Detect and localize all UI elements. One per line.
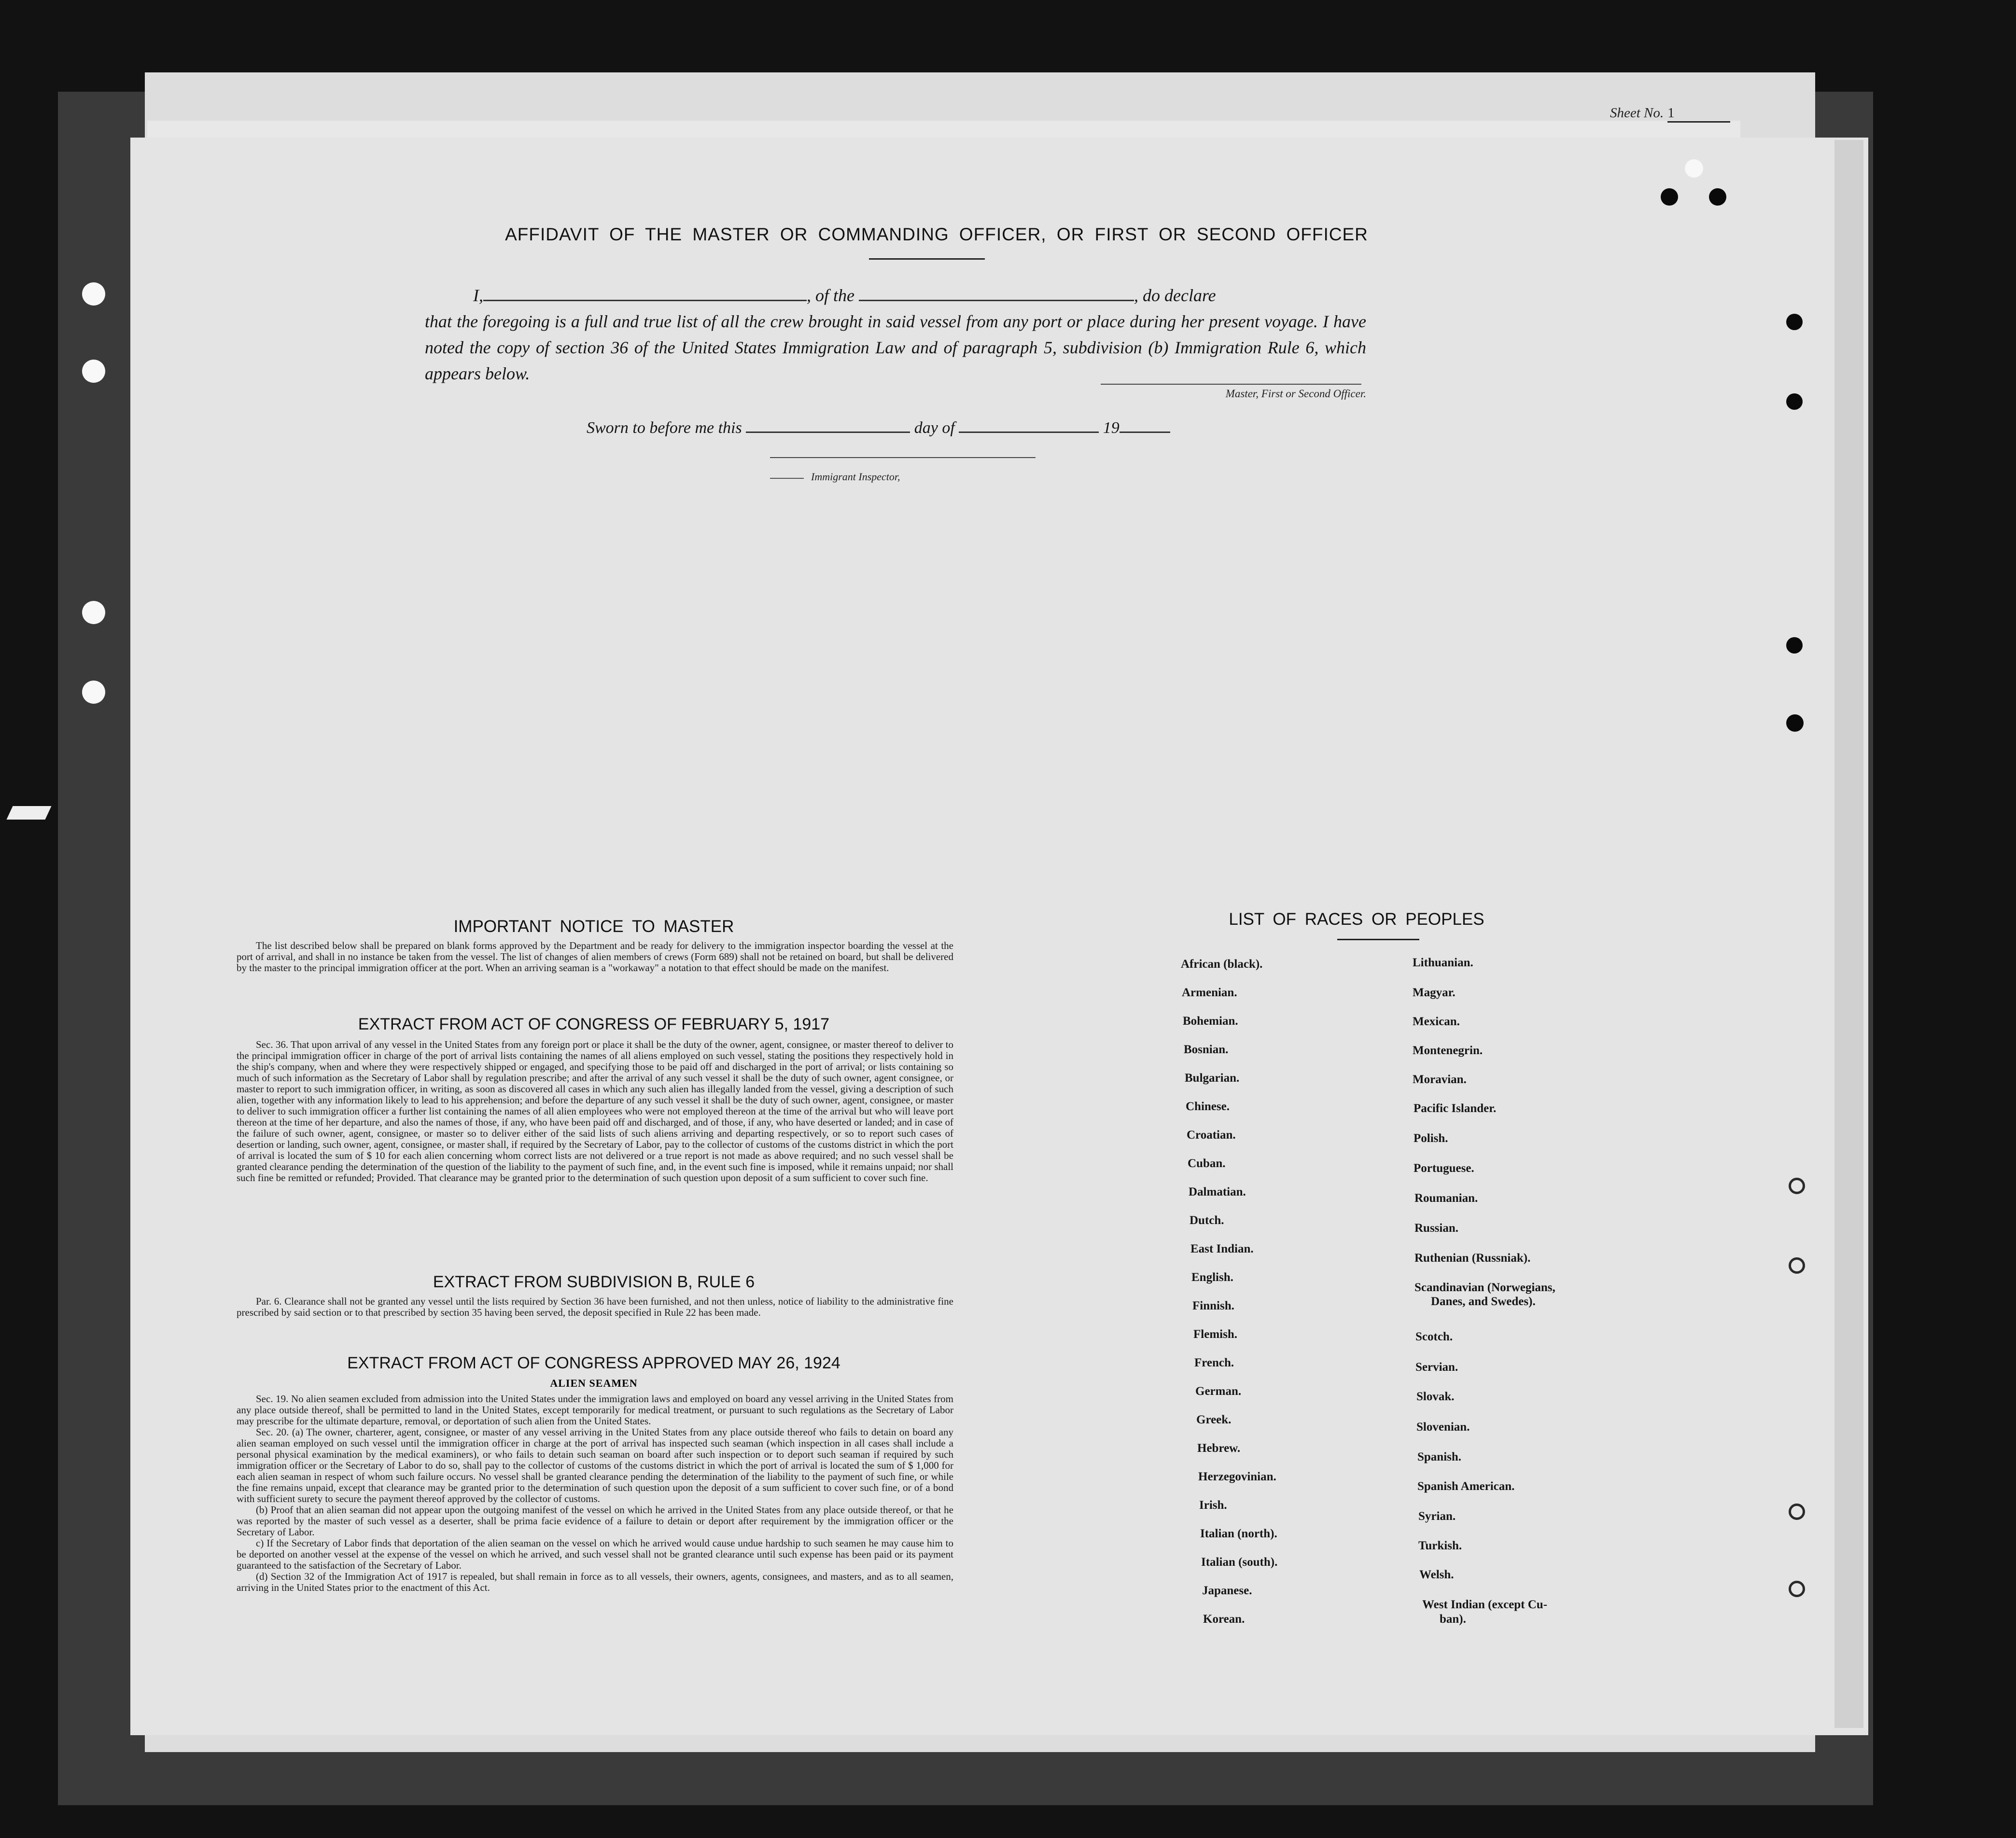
master-signature-line[interactable] [1101, 384, 1361, 385]
punch-hole [1786, 637, 1803, 654]
extract-1917-title: EXTRACT FROM ACT OF CONGRESS OF FEBRUARY 5, 1917 [358, 1015, 830, 1033]
punch-hole [82, 282, 105, 306]
race-item: Slovak. [1416, 1390, 1455, 1403]
inspector-dash [770, 478, 804, 479]
race-item: Moravian. [1413, 1073, 1467, 1086]
affidavit-body [425, 282, 1366, 387]
race-item: Chinese. [1186, 1100, 1230, 1113]
master-signature-label: Master, First or Second Officer. [1225, 388, 1366, 400]
race-item: Lithuanian. [1413, 956, 1473, 969]
race-item: Roumanian. [1414, 1192, 1478, 1205]
race-item: Portuguese. [1414, 1162, 1474, 1175]
punch-hole [1789, 1178, 1805, 1194]
race-item: Magyar. [1413, 986, 1456, 999]
punch-hole [1789, 1581, 1805, 1597]
race-item: Bosnian. [1184, 1043, 1229, 1056]
punch-hole [1709, 188, 1726, 206]
race-item: Scotch. [1415, 1330, 1453, 1343]
race-item: Ruthenian (Russniak). [1414, 1252, 1531, 1265]
race-item: Italian (north). [1200, 1527, 1277, 1540]
race-item: Montenegrin. [1413, 1044, 1483, 1057]
vessel-name-blank[interactable] [859, 288, 1134, 301]
races-column-1 [1181, 957, 1384, 1643]
race-item: ban). [1440, 1613, 1466, 1626]
punch-hole [1789, 1257, 1805, 1274]
race-item: Greek. [1196, 1413, 1232, 1426]
race-item: West Indian (except Cu- [1422, 1598, 1548, 1611]
races-title: LIST OF RACES OR PEOPLES [1229, 910, 1484, 929]
race-item: Cuban. [1188, 1157, 1226, 1170]
extract-rule6-text: Par. 6. Clearance shall not be granted any vessel until the lists required by Section 36 have been furnished, and not then unless, notice of liability to the administrative fine prescribed by said section or to that prescribed by section 35 having been served, the deposit specified in Rule 22 has been made. [237, 1295, 953, 1318]
sworn-year-blank[interactable] [1120, 420, 1170, 433]
punch-hole [1661, 188, 1678, 206]
race-item: Dalmatian. [1189, 1185, 1246, 1198]
race-item: Mexican. [1413, 1015, 1460, 1028]
race-item: Korean. [1203, 1613, 1245, 1626]
page-edge-shadow [1834, 140, 1863, 1728]
sec-20d-text: (d) Section 32 of the Immigration Act of 1917 is repealed, but shall remain in force as to all vessels, their owners, agents, consignees, and masters, and as to all seamen, arriving in the United States prior to the enactment of this Act. [237, 1571, 953, 1593]
affidavit-do-declare: , do declare [1134, 286, 1216, 305]
punch-hole [1786, 314, 1803, 330]
race-item: Spanish American. [1417, 1480, 1515, 1493]
sworn-line [587, 419, 1170, 437]
races-title-rule [1337, 939, 1419, 940]
race-item: Spanish. [1417, 1450, 1462, 1463]
inspector-label: Immigrant Inspector, [811, 471, 900, 483]
race-item: Armenian. [1182, 986, 1237, 999]
race-item: Welsh. [1419, 1568, 1454, 1581]
sworn-month-blank[interactable] [959, 420, 1099, 433]
race-item: Irish. [1199, 1499, 1227, 1512]
extract-1924-text [237, 1393, 953, 1593]
punch-hole [82, 681, 105, 704]
race-item: Russian. [1414, 1222, 1459, 1235]
punch-hole [1786, 393, 1803, 410]
affidavit-first-line [425, 282, 1366, 308]
edge-tab-mark [6, 806, 51, 820]
race-item: Italian (south). [1201, 1556, 1278, 1569]
extract-1924-title: EXTRACT FROM ACT OF CONGRESS APPROVED MAY 26, 1924 [347, 1354, 840, 1372]
sec-20a-text: Sec. 20. (a) The owner, charterer, agent, consignee, or master of any vessel arriving in the United States from any place outside thereof who fails to detain on board any alien seaman employed on such vessel until the immigration officer in charge at the port of arrival has inspected such seaman (which inspection in all cases shall include a personal physical examination by the medical examiners), or who fails to detain such seaman on board after such inspection or to deport such seaman if required by such immigration officer or the Secretary of Labor to do so, shall pay to the collector of customs of the customs district in which the port of arrival is located the sum of $ 1,000 for each alien seaman in respect of whom such failure occurs. No vessel shall be granted clearance pending the determination of the liability to the payment of such fine, or while the fine remains unpaid, except that clearance may be granted prior to the determination of such question upon the deposit of a sum sufficient to cover such fine, or of a bond with sufficient surety to secure the payment thereof approved by the collector of customs. [237, 1426, 953, 1504]
race-item: East Indian. [1190, 1242, 1254, 1255]
punch-hole [82, 360, 105, 383]
sec-20c-text: c) If the Secretary of Labor finds that deportation of the alien seaman on the vessel on which he arrived would cause undue hardship to such seamen he may cause him to be deported on another vessel at the expense of the vessel on which he arrived, and such vessel shall not be granted clearance until such expense has been paid or its payment guaranteed to the satisfaction of the Secretary of Labor. [237, 1537, 953, 1571]
notice-text: The list described below shall be prepared on blank forms approved by the Department and be ready for delivery to the immigration inspector boarding the vessel at the port of arrival, and shall in no instance be taken from the vessel. The list of changes of alien members of crews (Form 689) shall not be retained on board, but shall be delivered by the master to the principal immigration officer at the port. When an arriving seaman is a "workaway" a notation to that effect should be made on the manifest. [237, 940, 953, 974]
race-item: Danes, and Swedes). [1431, 1295, 1536, 1308]
race-item: Bulgarian. [1185, 1072, 1240, 1085]
sec-19-text: Sec. 19. No alien seamen excluded from admission into the United States under the immigration laws and employed on board any vessel arriving in the United States from any place outside thereof, shall be permitted to land in the United States, except temporarily for medical treatment, or pursuant to such regulations as the Secretary of Labor may prescribe for the ultimate departure, removal, or deportation of such alien from the United States. [237, 1393, 953, 1427]
extract-rule6-title: EXTRACT FROM SUBDIVISION B, RULE 6 [433, 1273, 755, 1291]
race-item: Hebrew. [1197, 1442, 1241, 1455]
affidavit-title-rule [869, 258, 985, 260]
race-item: Servian. [1415, 1361, 1458, 1374]
race-item: Dutch. [1190, 1214, 1224, 1227]
sec-20b-text: (b) Proof that an alien seaman did not appear upon the outgoing manifest of the vessel on which he arrived in the United States from any place outside thereof, or that he was reported by the master of such vessel as a deserter, shall be prima facie evidence of a failure to detain or deport after requirement by the immigration officer or the Secretary of Labor. [237, 1504, 953, 1538]
sworn-prefix: Sworn to before me this [587, 419, 742, 437]
sheet-number-label: Sheet No. [1610, 105, 1664, 121]
race-item: Turkish. [1418, 1539, 1462, 1552]
master-name-blank[interactable] [483, 288, 807, 301]
races-column-2 [1413, 956, 1615, 1641]
race-item: Polish. [1414, 1132, 1448, 1145]
extract-1917-text: Sec. 36. That upon arrival of any vessel in the United States from any foreign port or place it shall be the duty of the owner, agent, consignee, or master thereof to deliver to the principal immigration officer in charge of the port of arrival lists containing the names of all aliens employed on such vessel, stating the positions they respectively hold in the ship's company, when and where they were respectively shipped or engaged, and specifying those to be paid off and discharged in the port of arrival; or lists containing so much of such information as the Secretary of Labor shall by regulation prescribe; and after the arrival of any such vessel it shall be the duty of such owner, agent consignee, or master to report to such immigration officer, in writing, as soon as discovered all cases in which any such alien has illegally landed from the vessel, giving a description of such alien, together with any information likely to lead to his apprehension; and before the departure of any such vessel it shall be the duty of such owner, agent, consignee, or master to deliver to such immigration officer a further list containing the names of all alien employees who were not employed thereon at the time of the arrival but who will leave port thereon at the time of her departure, and also the names of those, if any, who have been paid off and discharged, and of those, if any, who have deserted or landed; and in case of the failure of such owner, agent, consignee, or master so to deliver either of the said lists of such aliens arriving and departing respectively, or so to report such cases of desertion or landing, such owner, agent, consignee, or master shall, if required by the Secretary of Labor, pay to the collector of customs of the customs district in which the port of arrival is located the sum of $ 10 for each alien concerning whom correct lists are not delivered or a true report is not made as above required; and no such vessel shall be granted clearance pending the determination of the question of the liability to the payment of such fine, and, in the event such fine is imposed, while it remains unpaid; nor shall such fine be remitted or refunded; Provided. That clearance may be granted prior to the determination of such question upon deposit of a sum sufficient to cover such fine. [237, 1039, 953, 1184]
race-item: Herzegovinian. [1198, 1470, 1276, 1483]
race-item: Syrian. [1418, 1510, 1456, 1523]
sheet-number [1610, 105, 1730, 123]
race-item: Slovenian. [1416, 1420, 1470, 1434]
race-item: Pacific Islander. [1414, 1102, 1497, 1115]
sworn-day-of: day of [914, 419, 955, 437]
affidavit-pronoun: I, [473, 286, 483, 305]
race-item: French. [1194, 1356, 1234, 1369]
notice-title: IMPORTANT NOTICE TO MASTER [453, 917, 734, 936]
race-item: Flemish. [1193, 1328, 1237, 1341]
punch-hole [1786, 714, 1804, 732]
race-item: Japanese. [1202, 1584, 1252, 1597]
sheet-number-value: 1 [1667, 105, 1730, 123]
affidavit-declaration-text: that the foregoing is a full and true list of all the crew brought in said vessel from any port or place during her present voyage. I have noted the copy of section 36 of the United States Immigration Law and of paragraph 5, subdivision (b) Immigration Rule 6, which appears below. [425, 312, 1366, 383]
race-item: Finnish. [1192, 1299, 1234, 1312]
race-item: African (black). [1181, 958, 1263, 971]
affidavit-of-the: , of the [807, 286, 854, 305]
race-item: German. [1195, 1385, 1242, 1398]
sworn-day-blank[interactable] [746, 420, 910, 433]
race-item: English. [1191, 1271, 1233, 1284]
punch-hole [1685, 159, 1703, 178]
race-item: Croatian. [1187, 1128, 1236, 1142]
punch-hole [1789, 1504, 1805, 1520]
punch-hole [82, 601, 105, 624]
race-item: Bohemian. [1183, 1015, 1238, 1028]
sworn-year-prefix: 19 [1103, 419, 1120, 437]
race-item: Scandinavian (Norwegians, [1414, 1281, 1555, 1294]
affidavit-title: AFFIDAVIT OF THE MASTER OR COMMANDING OFFICER, OR FIRST OR SECOND OFFICER [505, 224, 1368, 244]
alien-seamen-subtitle: ALIEN SEAMEN [550, 1377, 638, 1389]
inspector-signature-line[interactable] [770, 457, 1036, 458]
